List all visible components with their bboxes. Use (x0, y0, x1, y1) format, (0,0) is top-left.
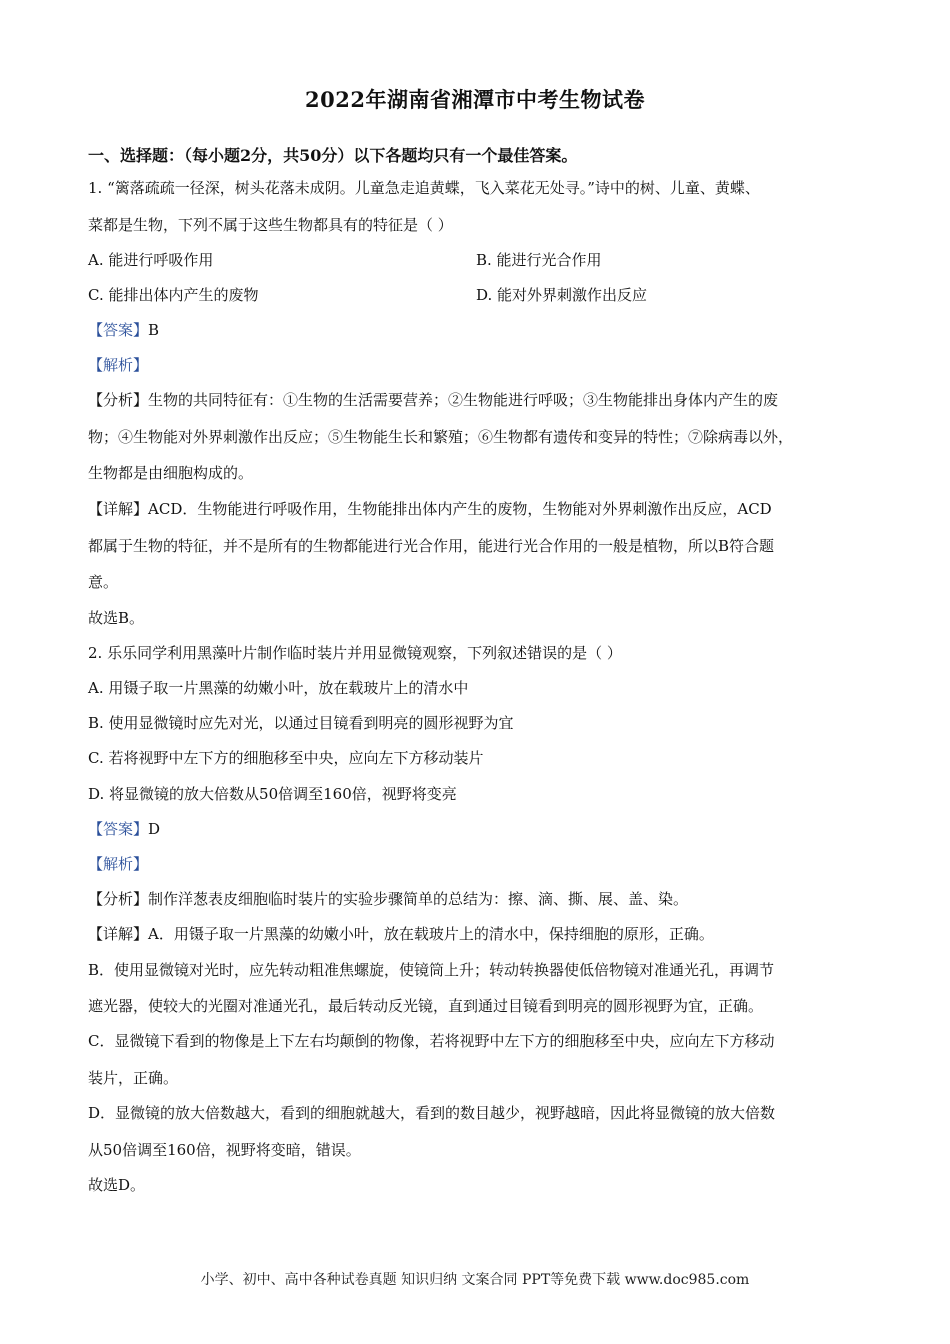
answer-tag: 【答案】 (88, 321, 149, 339)
q2-jiexi (88, 854, 148, 874)
xiangjie-text: A．用镊子取一片黑藻的幼嫩小叶，放在载玻片上的清水中，保持细胞的原形，正确。 (148, 925, 714, 943)
xiangjie-text: ACD．生物能进行呼吸作用，生物能排出体内产生的废物，生物能对外界刺激作出反应，ACD (148, 500, 772, 518)
q1-option-d: D. 能对外界刺激作出反应 (476, 286, 648, 304)
q2-answer (88, 819, 160, 839)
xiangjie-tag: 【详解】 (88, 925, 149, 943)
q1-option-a: A. 能进行呼吸作用 (88, 251, 214, 269)
q1-xiangjie-line2: 都属于生物的特征，并不是所有的生物都能进行光合作用，能进行光合作用的一般是植物，所以B符合题 (88, 537, 775, 555)
q2-option-a: A. 用镊子取一片黑藻的幼嫩小叶，放在载玻片上的清水中 (88, 679, 469, 697)
q2-xiangjie-d2: 从50倍调至160倍，视野将变暗，错误。 (88, 1141, 361, 1159)
page-footer: 小学、初中、高中各种试卷真题 知识归纳 文案合同 PPT等免费下载 www.doc985.com (200, 1272, 750, 1288)
jiexi-tag: 【解析】 (88, 356, 149, 374)
q2-xiangjie-b2: 遮光器，使较大的光圈对准通光孔，最后转动反光镜，直到通过目镜看到明亮的圆形视野为宜，正确。 (88, 997, 764, 1015)
q1-xiangjie-line3: 意。 (88, 573, 119, 591)
q1-fenxi-line2: 物；④生物能对外界刺激作出反应；⑤生物能生长和繁殖；⑥生物都有遗传和变异的特性；⑦除病毒以外， (88, 428, 794, 446)
answer-value: B (148, 321, 160, 339)
q1-stem-line1: 1. “篱落疏疏一径深，树头花落未成阴。儿童急走追黄蝶，飞入菜花无处寻。”诗中的树、儿童、黄蝶、 (88, 179, 760, 197)
answer-tag: 【答案】 (88, 820, 149, 838)
q1-fenxi-line3: 生物都是由细胞构成的。 (88, 464, 254, 482)
q1-stem-line2: 菜都是生物，下列不属于这些生物都具有的特征是（ ） (88, 216, 453, 234)
answer-value: D (148, 820, 161, 838)
q1-option-c: C. 能排出体内产生的废物 (88, 286, 259, 304)
q2-fenxi-line1 (88, 889, 688, 909)
q2-stem: 2. 乐乐同学利用黑藻叶片制作临时装片并用显微镜观察，下列叙述错误的是（ ） (88, 644, 622, 662)
q1-xiangjie-line1 (88, 499, 772, 519)
q1-jiexi (88, 355, 148, 375)
q2-xiangjie-c2: 装片，正确。 (88, 1069, 179, 1087)
fenxi-tag: 【分析】 (88, 391, 149, 409)
q2-conclusion: 故选D。 (88, 1176, 146, 1194)
q2-xiangjie-b1: B．使用显微镜对光时，应先转动粗准焦螺旋，使镜筒上升；转动转换器使低倍物镜对准通光孔，再调节 (88, 961, 775, 979)
jiexi-tag: 【解析】 (88, 855, 149, 873)
q2-option-b: B. 使用显微镜时应先对光，以通过目镜看到明亮的圆形视野为宜 (88, 714, 514, 732)
fenxi-text: 生物的共同特征有：①生物的生活需要营养；②生物能进行呼吸；③生物能排出身体内产生的废 (148, 391, 779, 409)
q2-option-c: C. 若将视野中左下方的细胞移至中央，应向左下方移动装片 (88, 749, 484, 767)
fenxi-tag: 【分析】 (88, 890, 149, 908)
q1-option-b: B. 能进行光合作用 (476, 251, 602, 269)
xiangjie-tag: 【详解】 (88, 500, 149, 518)
page-title: 2022年湖南省湘潭市中考生物试卷 (305, 87, 645, 112)
q2-xiangjie-d1: D．显微镜的放大倍数越大，看到的细胞就越大，看到的数目越少，视野越暗，因此将显微镜的放大倍数 (88, 1104, 776, 1122)
q1-fenxi-line1 (88, 390, 778, 410)
section-heading: 一、选择题：（每小题2分，共50分）以下各题均只有一个最佳答案。 (88, 146, 578, 165)
q1-answer (88, 320, 159, 340)
q1-conclusion: 故选B。 (88, 609, 145, 627)
q2-option-d: D. 将显微镜的放大倍数从50倍调至160倍，视野将变亮 (88, 785, 457, 803)
q2-xiangjie-a (88, 924, 714, 944)
fenxi-text: 制作洋葱表皮细胞临时装片的实验步骤简单的总结为：擦、滴、撕、展、盖、染。 (148, 890, 689, 908)
q2-xiangjie-c1: C．显微镜下看到的物像是上下左右均颠倒的物像，若将视野中左下方的细胞移至中央，应向左下方移动 (88, 1032, 775, 1050)
